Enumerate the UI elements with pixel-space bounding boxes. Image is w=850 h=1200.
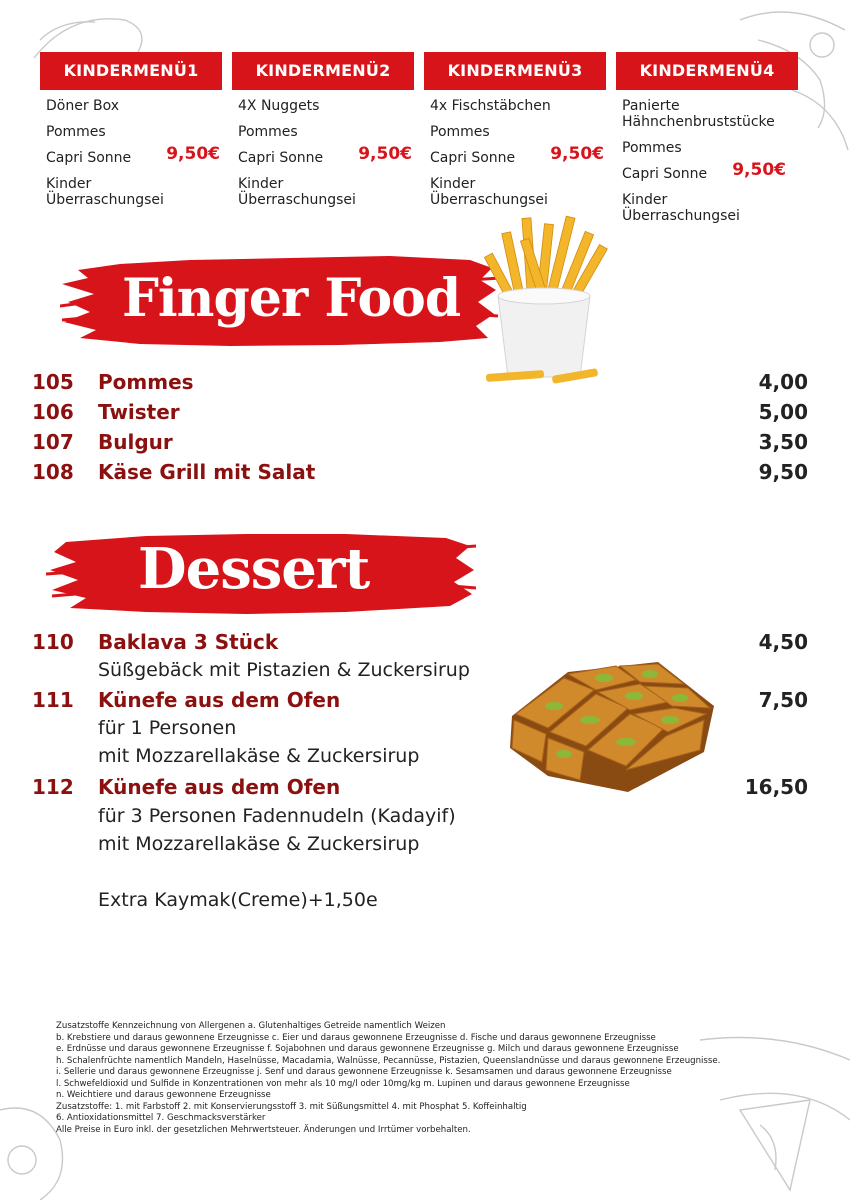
allergen-line: Zusatzstoffe: 1. mit Farbstoff 2. mit Konservierungsstoff 3. mit Süßungsmittel 4. mit Phosphat 5. Koffeinhaltig <box>56 1101 527 1112</box>
item-number: 108 <box>32 460 74 484</box>
kids-menu-1 <box>40 52 222 218</box>
menu-item-108 <box>32 460 808 488</box>
allergen-line: e. Erdnüsse und daraus gewonnene Erzeugnisse f. Sojabohnen und daraus gewonnene Erzeugnisse g. Milch und daraus gewonnene Erzeugnisse <box>56 1044 679 1054</box>
item-price: 3,50 <box>758 430 808 454</box>
kids-menu-3 <box>424 52 606 218</box>
item-number: 106 <box>32 400 74 424</box>
kids-menu-line: Capri Sonne <box>46 150 132 166</box>
menu-item-105 <box>32 370 808 398</box>
item-name: Künefe aus dem Ofen <box>98 688 341 712</box>
kids-menu-title: KINDERMENÜ2 <box>232 52 414 90</box>
kids-menu-line: Capri Sonne <box>238 150 324 166</box>
dessert-title: Dessert <box>138 536 370 602</box>
item-name: Pommes <box>98 370 194 394</box>
item-name: Künefe aus dem Ofen <box>98 775 341 799</box>
item-number: 112 <box>32 775 74 799</box>
item-number: 110 <box>32 630 74 654</box>
kids-menu-price: 9,50€ <box>550 144 604 164</box>
menu-item-111 <box>32 688 808 716</box>
allergen-line: i. Sellerie und daraus gewonnene Erzeugnisse j. Senf und daraus gewonnene Erzeugnisse k. Sesamsamen und daraus gewonnene Erzeugnisse <box>56 1067 672 1077</box>
allergen-notice <box>56 1021 816 1136</box>
kids-menu-line: Döner Box <box>46 98 120 114</box>
kids-menu-line: Kinder Überraschungsei <box>238 176 356 208</box>
kids-menu-title: KINDERMENÜ3 <box>424 52 606 90</box>
finger-food-banner <box>60 250 500 350</box>
item-description: mit Mozzarellakäse & Zuckersirup <box>98 745 420 767</box>
kids-menu-price: 9,50€ <box>732 160 786 180</box>
kids-menu-4 <box>616 52 798 234</box>
item-price: 5,00 <box>758 400 808 424</box>
item-description: mit Mozzarellakäse & Zuckersirup <box>98 833 420 855</box>
allergen-line: Zusatzstoffe Kennzeichnung von Allergenen a. Glutenhaltiges Getreide namentlich Weizen <box>56 1021 446 1031</box>
kids-menu-line: Pommes <box>238 124 298 140</box>
item-name: Twister <box>98 400 180 424</box>
kids-menu-line: Capri Sonne <box>430 150 516 166</box>
item-description: für 3 Personen Fadennudeln (Kadayif) <box>98 805 456 827</box>
kids-menu-line: 4X Nuggets <box>238 98 320 114</box>
menu-item-106 <box>32 400 808 428</box>
kids-menu-line: Pommes <box>430 124 490 140</box>
kids-menu-title: KINDERMENÜ1 <box>40 52 222 90</box>
extra-kaymak-note: Extra Kaymak(Creme)+1,50e <box>98 889 378 911</box>
item-price: 16,50 <box>744 775 808 799</box>
dessert-banner <box>46 526 476 620</box>
allergen-line: l. Schwefeldioxid und Sulfide in Konzentrationen von mehr als 10 mg/l oder 10mg/kg m. Lupinen und daraus gewonnene Erzeugnisse <box>56 1078 630 1089</box>
kids-menu-title: KINDERMENÜ4 <box>616 52 798 90</box>
kids-menu-line: Kinder Überraschungsei <box>430 176 548 208</box>
kids-menu-line: Kinder Überraschungsei <box>46 176 164 208</box>
allergen-line: b. Krebstiere und daraus gewonnene Erzeugnisse c. Eier und daraus gewonnene Erzeugnisse d. Fische und daraus gewonnene Erzeugnisse <box>56 1032 656 1043</box>
item-price: 4,00 <box>758 370 808 394</box>
item-description: Süßgebäck mit Pistazien & Zuckersirup <box>98 659 470 681</box>
item-name: Baklava 3 Stück <box>98 630 279 654</box>
menu-item-112 <box>32 775 808 803</box>
item-number: 105 <box>32 370 74 394</box>
finger-food-title: Finger Food <box>122 268 461 329</box>
allergen-line: Alle Preise in Euro inkl. der gesetzlichen Mehrwertsteuer. Änderungen und Irrtümer vorbehalten. <box>56 1124 471 1135</box>
kids-menu-line: Pommes <box>46 124 106 140</box>
menu-item-110 <box>32 630 808 658</box>
item-name: Bulgur <box>98 430 173 454</box>
item-name: Käse Grill mit Salat <box>98 460 316 484</box>
item-price: 4,50 <box>758 630 808 654</box>
allergen-line: h. Schalenfrüchte namentlich Mandeln, Haselnüsse, Macadamia, Walnüsse, Pecannüsse, Pistazien, Queenslandnüsse und daraus gewonnene Erzeugnisse. <box>56 1055 721 1066</box>
item-price: 9,50 <box>758 460 808 484</box>
kids-menu-line: Panierte Hähnchenbruststücke <box>622 98 775 130</box>
item-number: 111 <box>32 688 74 712</box>
item-description: für 1 Personen <box>98 717 237 739</box>
allergen-line: 6. Antioxidationsmittel 7. Geschmacksverstärker <box>56 1113 266 1123</box>
kids-menu-line: Kinder Überraschungsei <box>622 192 740 224</box>
item-number: 107 <box>32 430 74 454</box>
item-price: 7,50 <box>758 688 808 712</box>
allergen-line: n. Weichtiere und daraus gewonnene Erzeugnisse <box>56 1090 271 1100</box>
kids-menu-2 <box>232 52 414 218</box>
menu-item-107 <box>32 430 808 458</box>
kids-menu-price: 9,50€ <box>358 144 412 164</box>
kids-menu-price: 9,50€ <box>166 144 220 164</box>
kids-menu-line: Pommes <box>622 140 682 156</box>
kids-menu-line: 4x Fischstäbchen <box>430 98 551 114</box>
kids-menu-line: Capri Sonne <box>622 166 708 182</box>
french-fries-image <box>470 212 620 392</box>
